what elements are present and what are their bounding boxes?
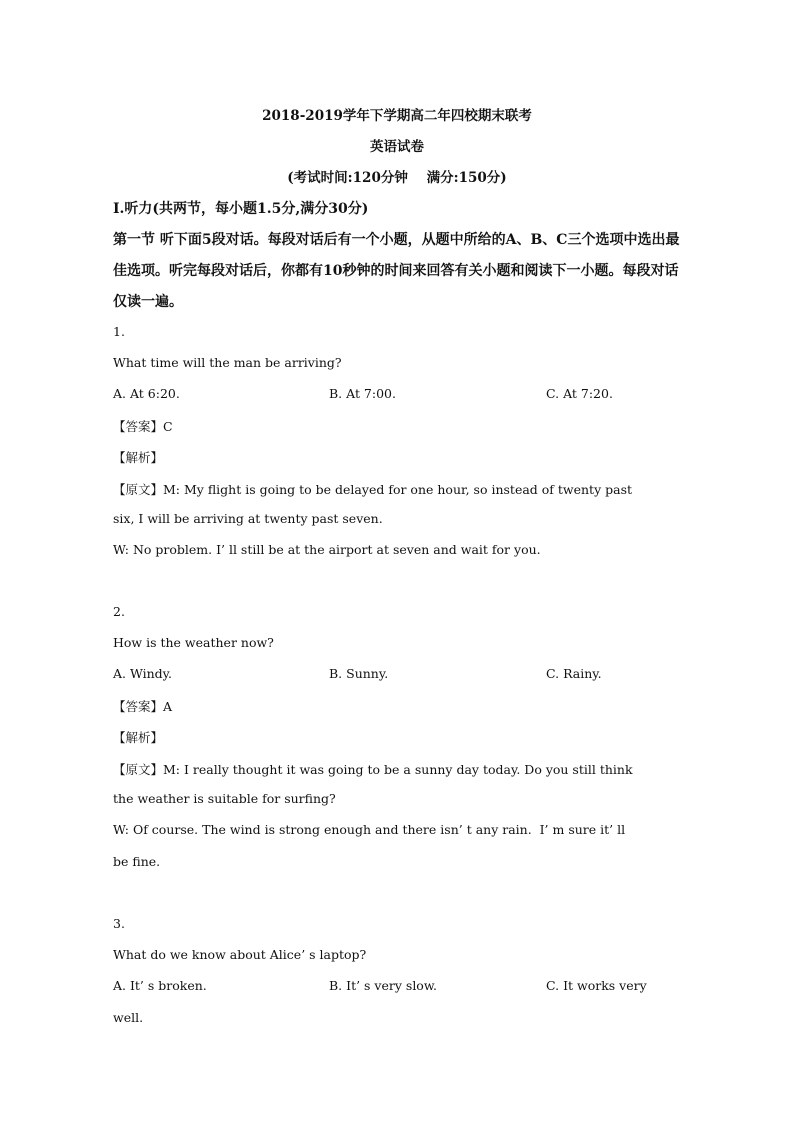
script-line: 【原文】M: My flight is going to be delayed for one hour, so instead of twenty past (113, 482, 633, 497)
option-b: B. At 7:00. (329, 386, 396, 401)
script-line: the weather is suitable for surfing? (113, 791, 336, 806)
option-a: A. At 6:20. (113, 386, 180, 401)
question-number: 1. (113, 324, 125, 339)
instruction-line-1: 第一节 听下面5段对话。每段对话后有一个小题，从题中所给的A、B、C三个选项中选出最 (113, 232, 680, 248)
instruction-line-3: 仅读一遍。 (113, 294, 183, 310)
question-number: 3. (113, 916, 125, 931)
exam-title: 2018-2019学年下学期高二年四校期末联考 (262, 108, 532, 124)
option-c: C. At 7:20. (546, 386, 613, 401)
instruction-line-2: 佳选项。听完每段对话后，你都有10秒钟的时间来回答有关小题和阅读下一小题。每段对话 (113, 263, 679, 279)
answer-line: 【答案】C (113, 419, 173, 434)
answer-line: 【答案】A (113, 699, 173, 714)
script-line: W: Of course. The wind is strong enough and there isn’ t any rain. I’ m sure it’ ll (113, 822, 626, 837)
section-heading: I.听力(共两节，每小题1.5分,满分30分) (113, 201, 369, 217)
script-line: be fine. (113, 854, 161, 869)
question-text: What do we know about Alice’ s laptop? (113, 947, 367, 962)
option-c: C. It works very (546, 978, 647, 993)
analysis-label: 【解析】 (113, 450, 164, 465)
option-c-continued: well. (113, 1010, 144, 1025)
subject-title: 英语试卷 (370, 139, 424, 155)
question-text: What time will the man be arriving? (113, 355, 342, 370)
option-a: A. Windy. (113, 666, 173, 681)
script-line: W: No problem. I’ ll still be at the airport at seven and wait for you. (113, 542, 541, 557)
script-line: 【原文】M: I really thought it was going to be a sunny day today. Do you still think (113, 762, 633, 777)
question-number: 2. (113, 604, 125, 619)
analysis-label: 【解析】 (113, 730, 164, 745)
option-c: C. Rainy. (546, 666, 602, 681)
exam-info: (考试时间:120分钟 满分:150分) (287, 170, 507, 186)
question-text: How is the weather now? (113, 635, 274, 650)
option-a: A. It’ s broken. (113, 978, 207, 993)
option-b: B. It’ s very slow. (329, 978, 438, 993)
script-line: six, I will be arriving at twenty past seven. (113, 511, 383, 526)
option-b: B. Sunny. (329, 666, 389, 681)
